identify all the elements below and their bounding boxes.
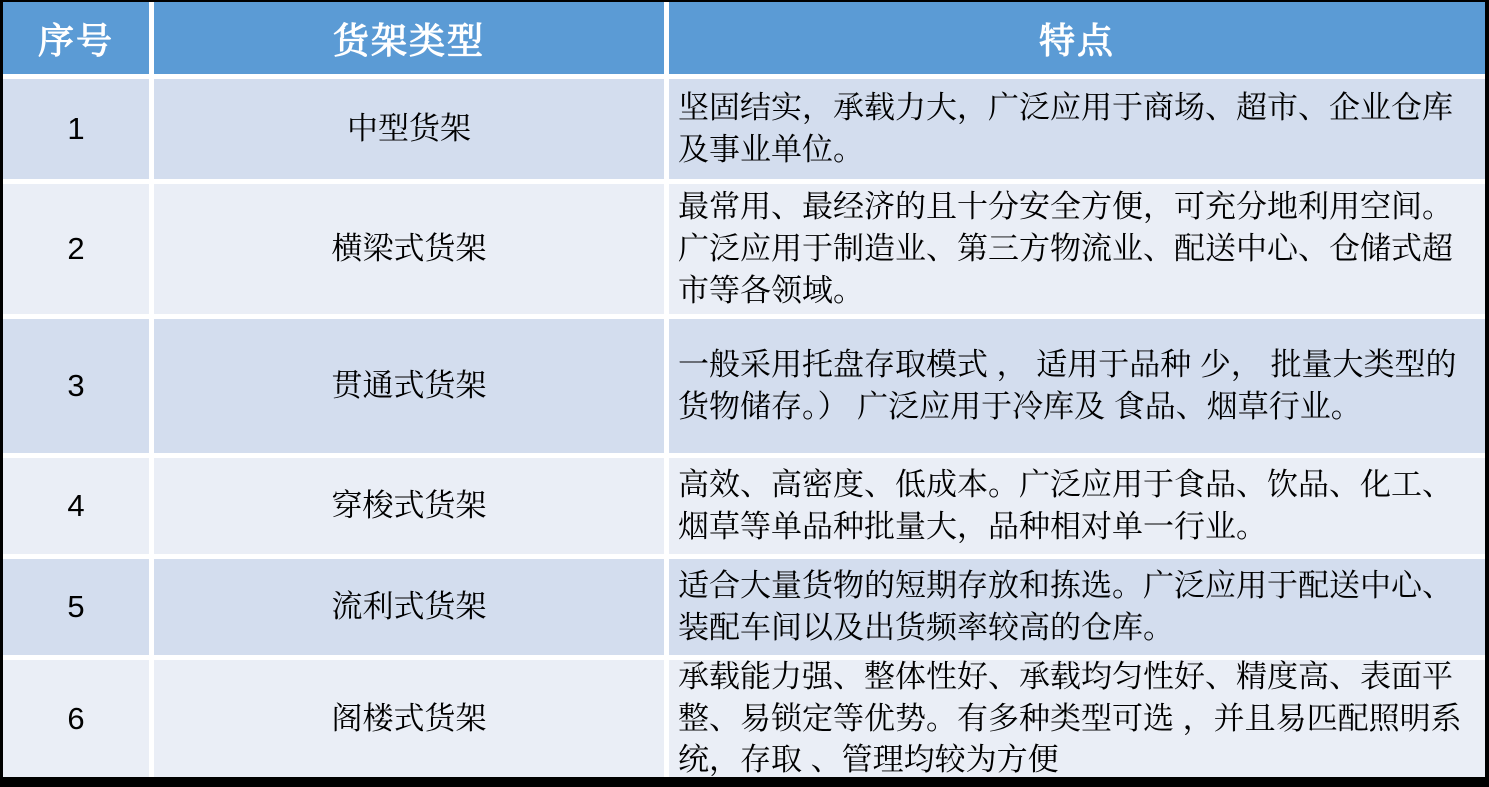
row-number-cell: 5 <box>3 559 149 655</box>
column-header-shelf-type: 货架类型 <box>154 2 664 74</box>
shelf-types-table <box>3 2 1485 777</box>
row-number-cell: 2 <box>3 184 149 314</box>
column-header-index: 序号 <box>3 2 149 74</box>
row-number-cell: 4 <box>3 458 149 554</box>
shelf-type-cell: 阁楼式货架 <box>154 660 664 777</box>
feature-cell: 最常用、最经济的且十分安全方便，可充分地利用空间。广泛应用于制造业、第三方物流业、配送中心、仓储式超市等各领域。 <box>669 184 1485 314</box>
feature-cell: 适合大量货物的短期存放和拣选。广泛应用于配送中心、装配车间以及出货频率较高的仓库。 <box>669 559 1485 655</box>
shelf-type-cell: 贯通式货架 <box>154 319 664 453</box>
shelf-type-cell: 中型货架 <box>154 79 664 179</box>
row-number-cell: 6 <box>3 660 149 777</box>
row-number-cell: 1 <box>3 79 149 179</box>
shelf-type-cell: 穿梭式货架 <box>154 458 664 554</box>
feature-cell: 坚固结实，承载力大，广泛应用于商场、超市、企业仓库及事业单位。 <box>669 79 1485 179</box>
column-header-features: 特点 <box>669 2 1485 74</box>
feature-cell: 高效、高密度、低成本。广泛应用于食品、饮品、化工、烟草等单品种批量大，品种相对单一行业。 <box>669 458 1485 554</box>
feature-cell: 一般采用托盘存取模式 ， 适用于品种 少， 批量大类型的货物储存。） 广泛应用于冷库及 食品、烟草行业。 <box>669 319 1485 453</box>
row-number-cell: 3 <box>3 319 149 453</box>
shelf-type-cell: 流利式货架 <box>154 559 664 655</box>
shelf-type-cell: 横梁式货架 <box>154 184 664 314</box>
feature-cell: 承载能力强、整体性好、承载均匀性好、精度高、表面平整、易锁定等优势。有多种类型可选 ，并且易匹配照明系统，存取 、管理均较为方便 <box>669 660 1485 777</box>
